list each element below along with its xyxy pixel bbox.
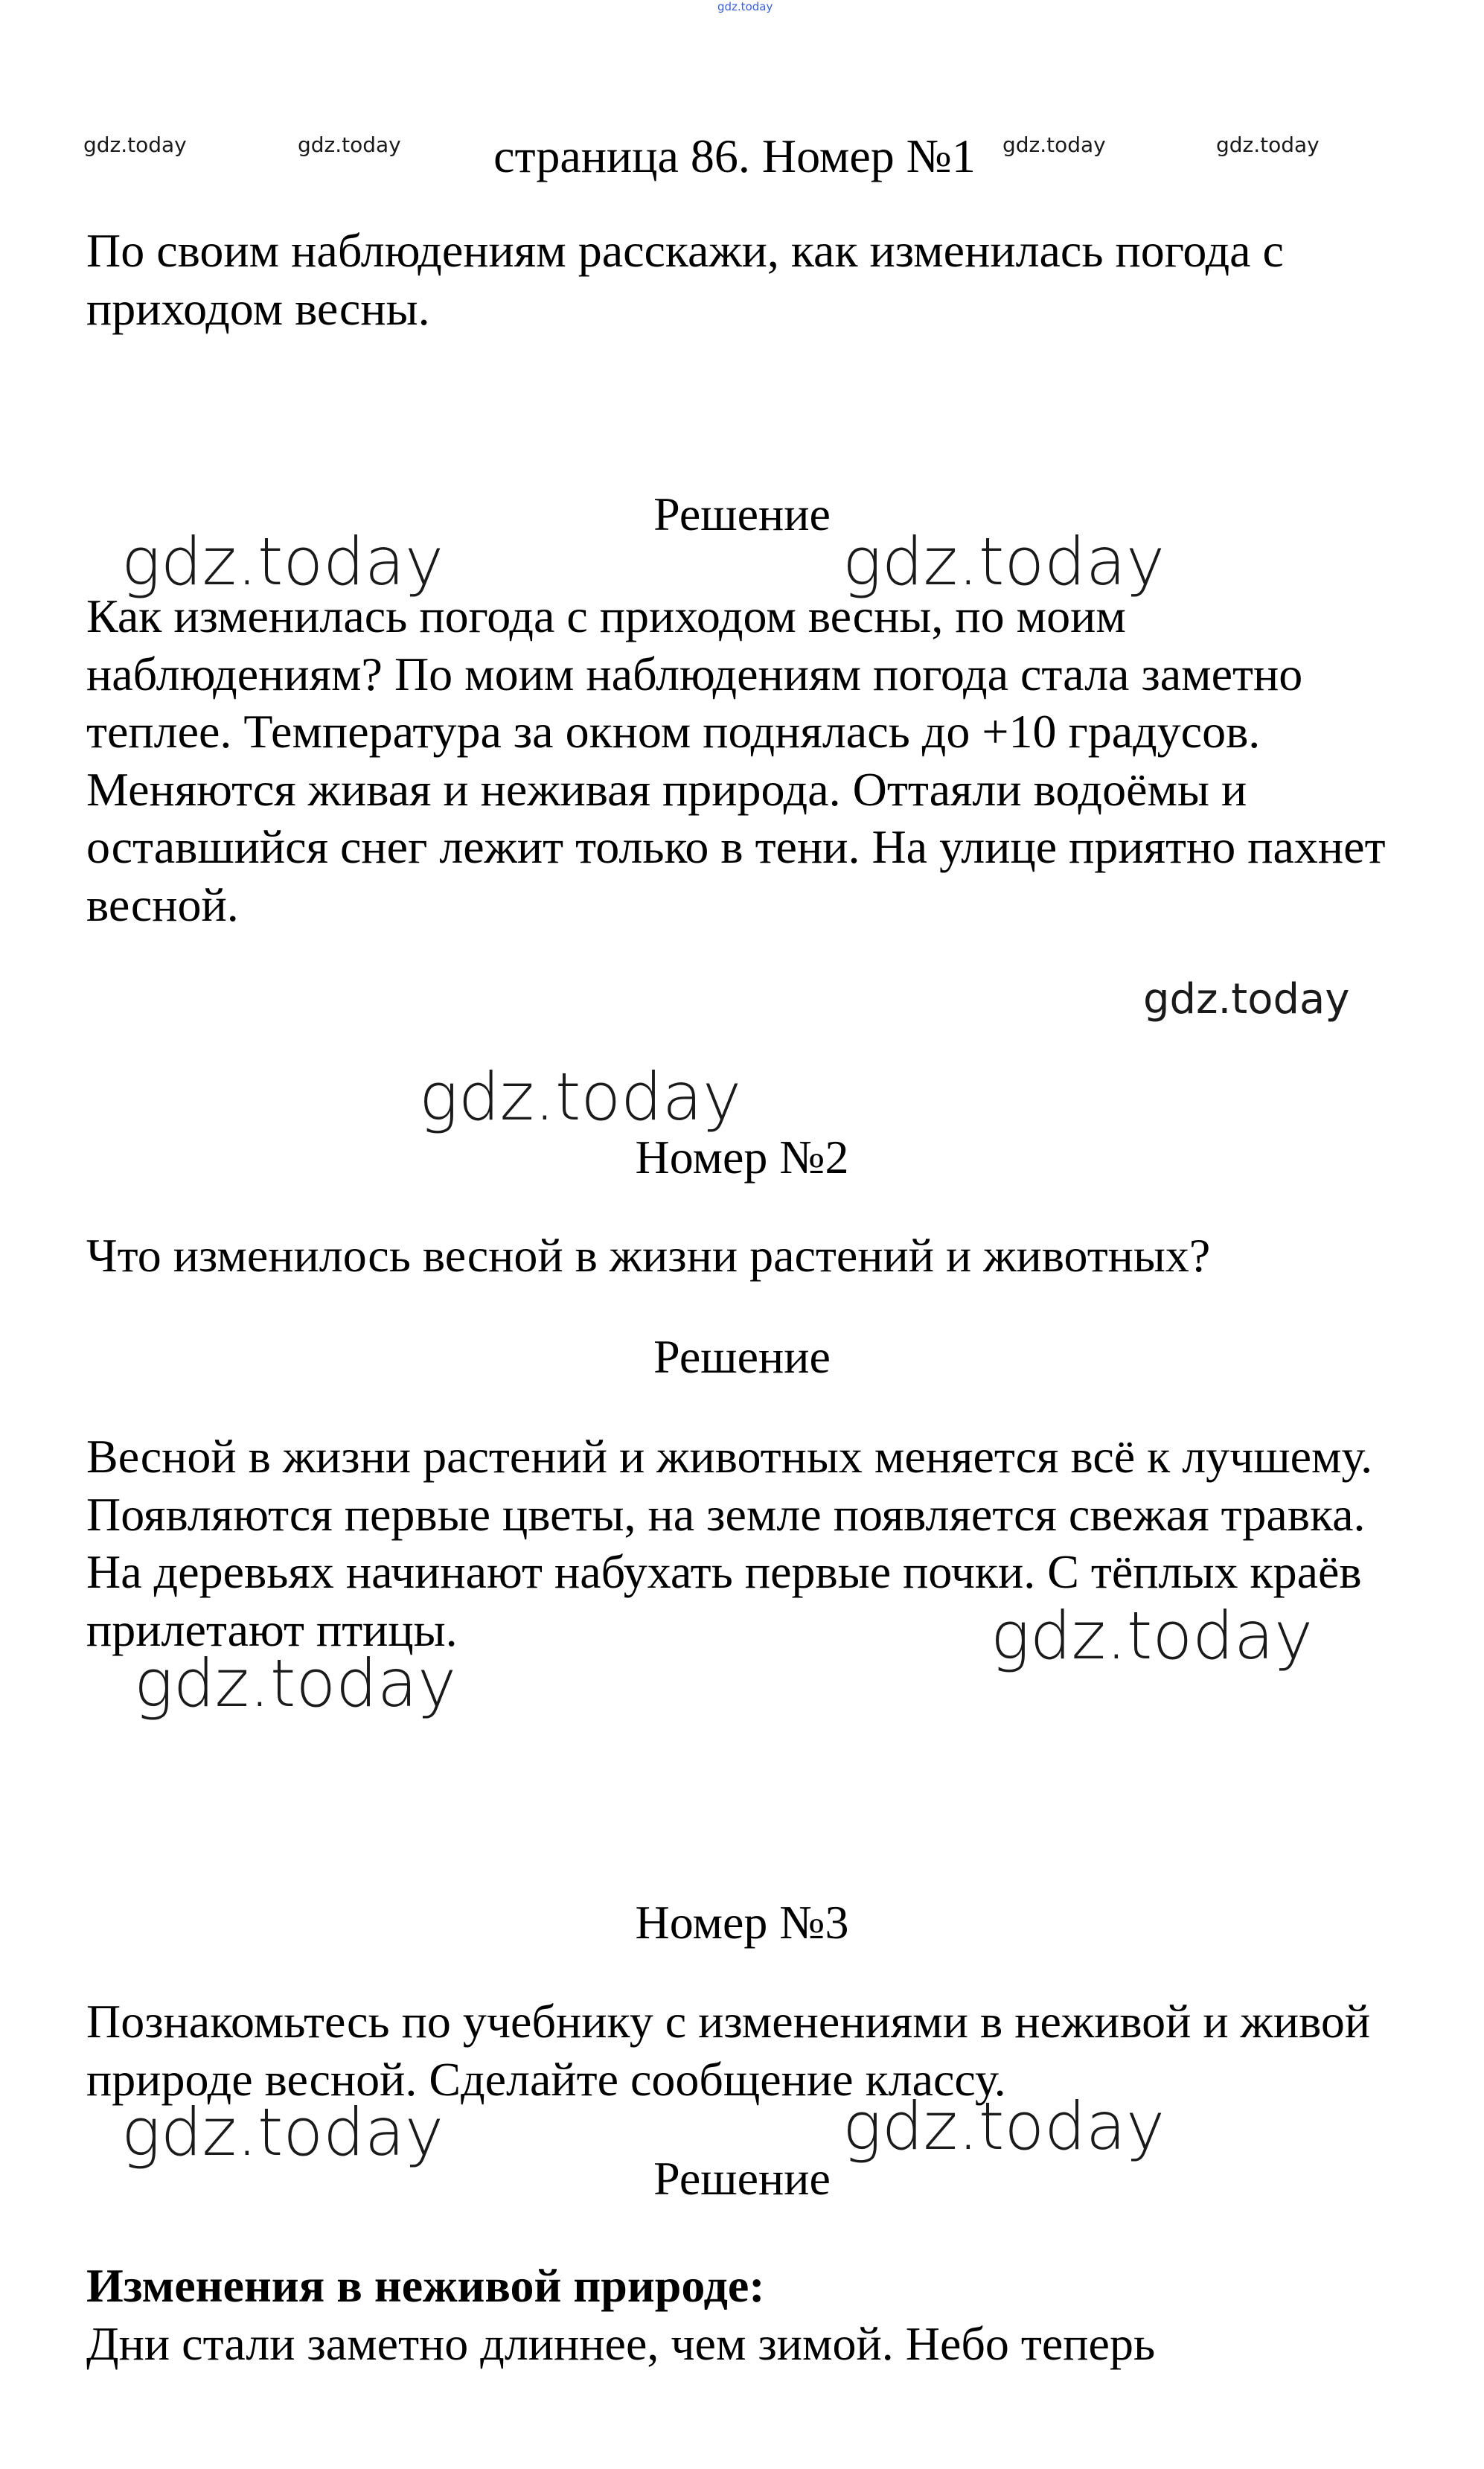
task2-question: Что изменилось весной в жизни растений и животных? [86, 1229, 1211, 1282]
watermark: gdz.today [121, 523, 444, 600]
watermark: gdz.today [991, 1597, 1314, 1674]
task2-solution-label: Решение [653, 1330, 831, 1383]
watermark: gdz.today [1216, 132, 1320, 157]
task3-answer: Дни стали заметно длиннее, чем зимой. Небо теперь [86, 2317, 1156, 2370]
task3-question: Познакомьтесь по учебнику с изменениями в неживой и живой природе весной. Сделайте сообщение классу. [86, 1995, 1371, 2106]
task1-solution-label: Решение [653, 488, 831, 540]
task1-question: По своим наблюдениям расскажи, как изменилась погода с приходом весны. [86, 224, 1284, 335]
task2-title: Номер №2 [635, 1131, 849, 1184]
watermark-top: gdz.today [717, 0, 773, 13]
watermark: gdz.today [121, 2094, 444, 2171]
watermark: gdz.today [842, 523, 1165, 600]
task3-subheading: Изменения в неживой природе: [86, 2259, 765, 2312]
watermark: gdz.today [1143, 975, 1350, 1023]
page-title: страница 86. Номер №1 [493, 130, 976, 182]
watermark: gdz.today [1002, 132, 1106, 157]
watermark: gdz.today [298, 132, 401, 157]
task3-title: Номер №3 [635, 1896, 849, 1949]
task1-answer: Как изменилась погода с приходом весны, по моим наблюдениям? По моим наблюдениям погода стала заметно теплее. Температура за окном поднялась до +10 градусов. Меняются живая и неживая природа. Оттаяли водоёмы и оставшийся снег лежит только в тени. На улице приятно пахнет весной. [86, 590, 1386, 931]
watermark: gdz.today [842, 2088, 1165, 2165]
task3-solution-label: Решение [653, 2152, 831, 2205]
watermark: gdz.today [419, 1058, 742, 1135]
watermark: gdz.today [83, 132, 187, 157]
task2-answer: Весной в жизни растений и животных меняется всё к лучшему. Появляются первые цветы, на земле появляется свежая травка. На деревьях начинают набухать первые почки. С тёплых краёв прилетают птицы. [86, 1430, 1373, 1656]
watermark: gdz.today [134, 1645, 457, 1722]
